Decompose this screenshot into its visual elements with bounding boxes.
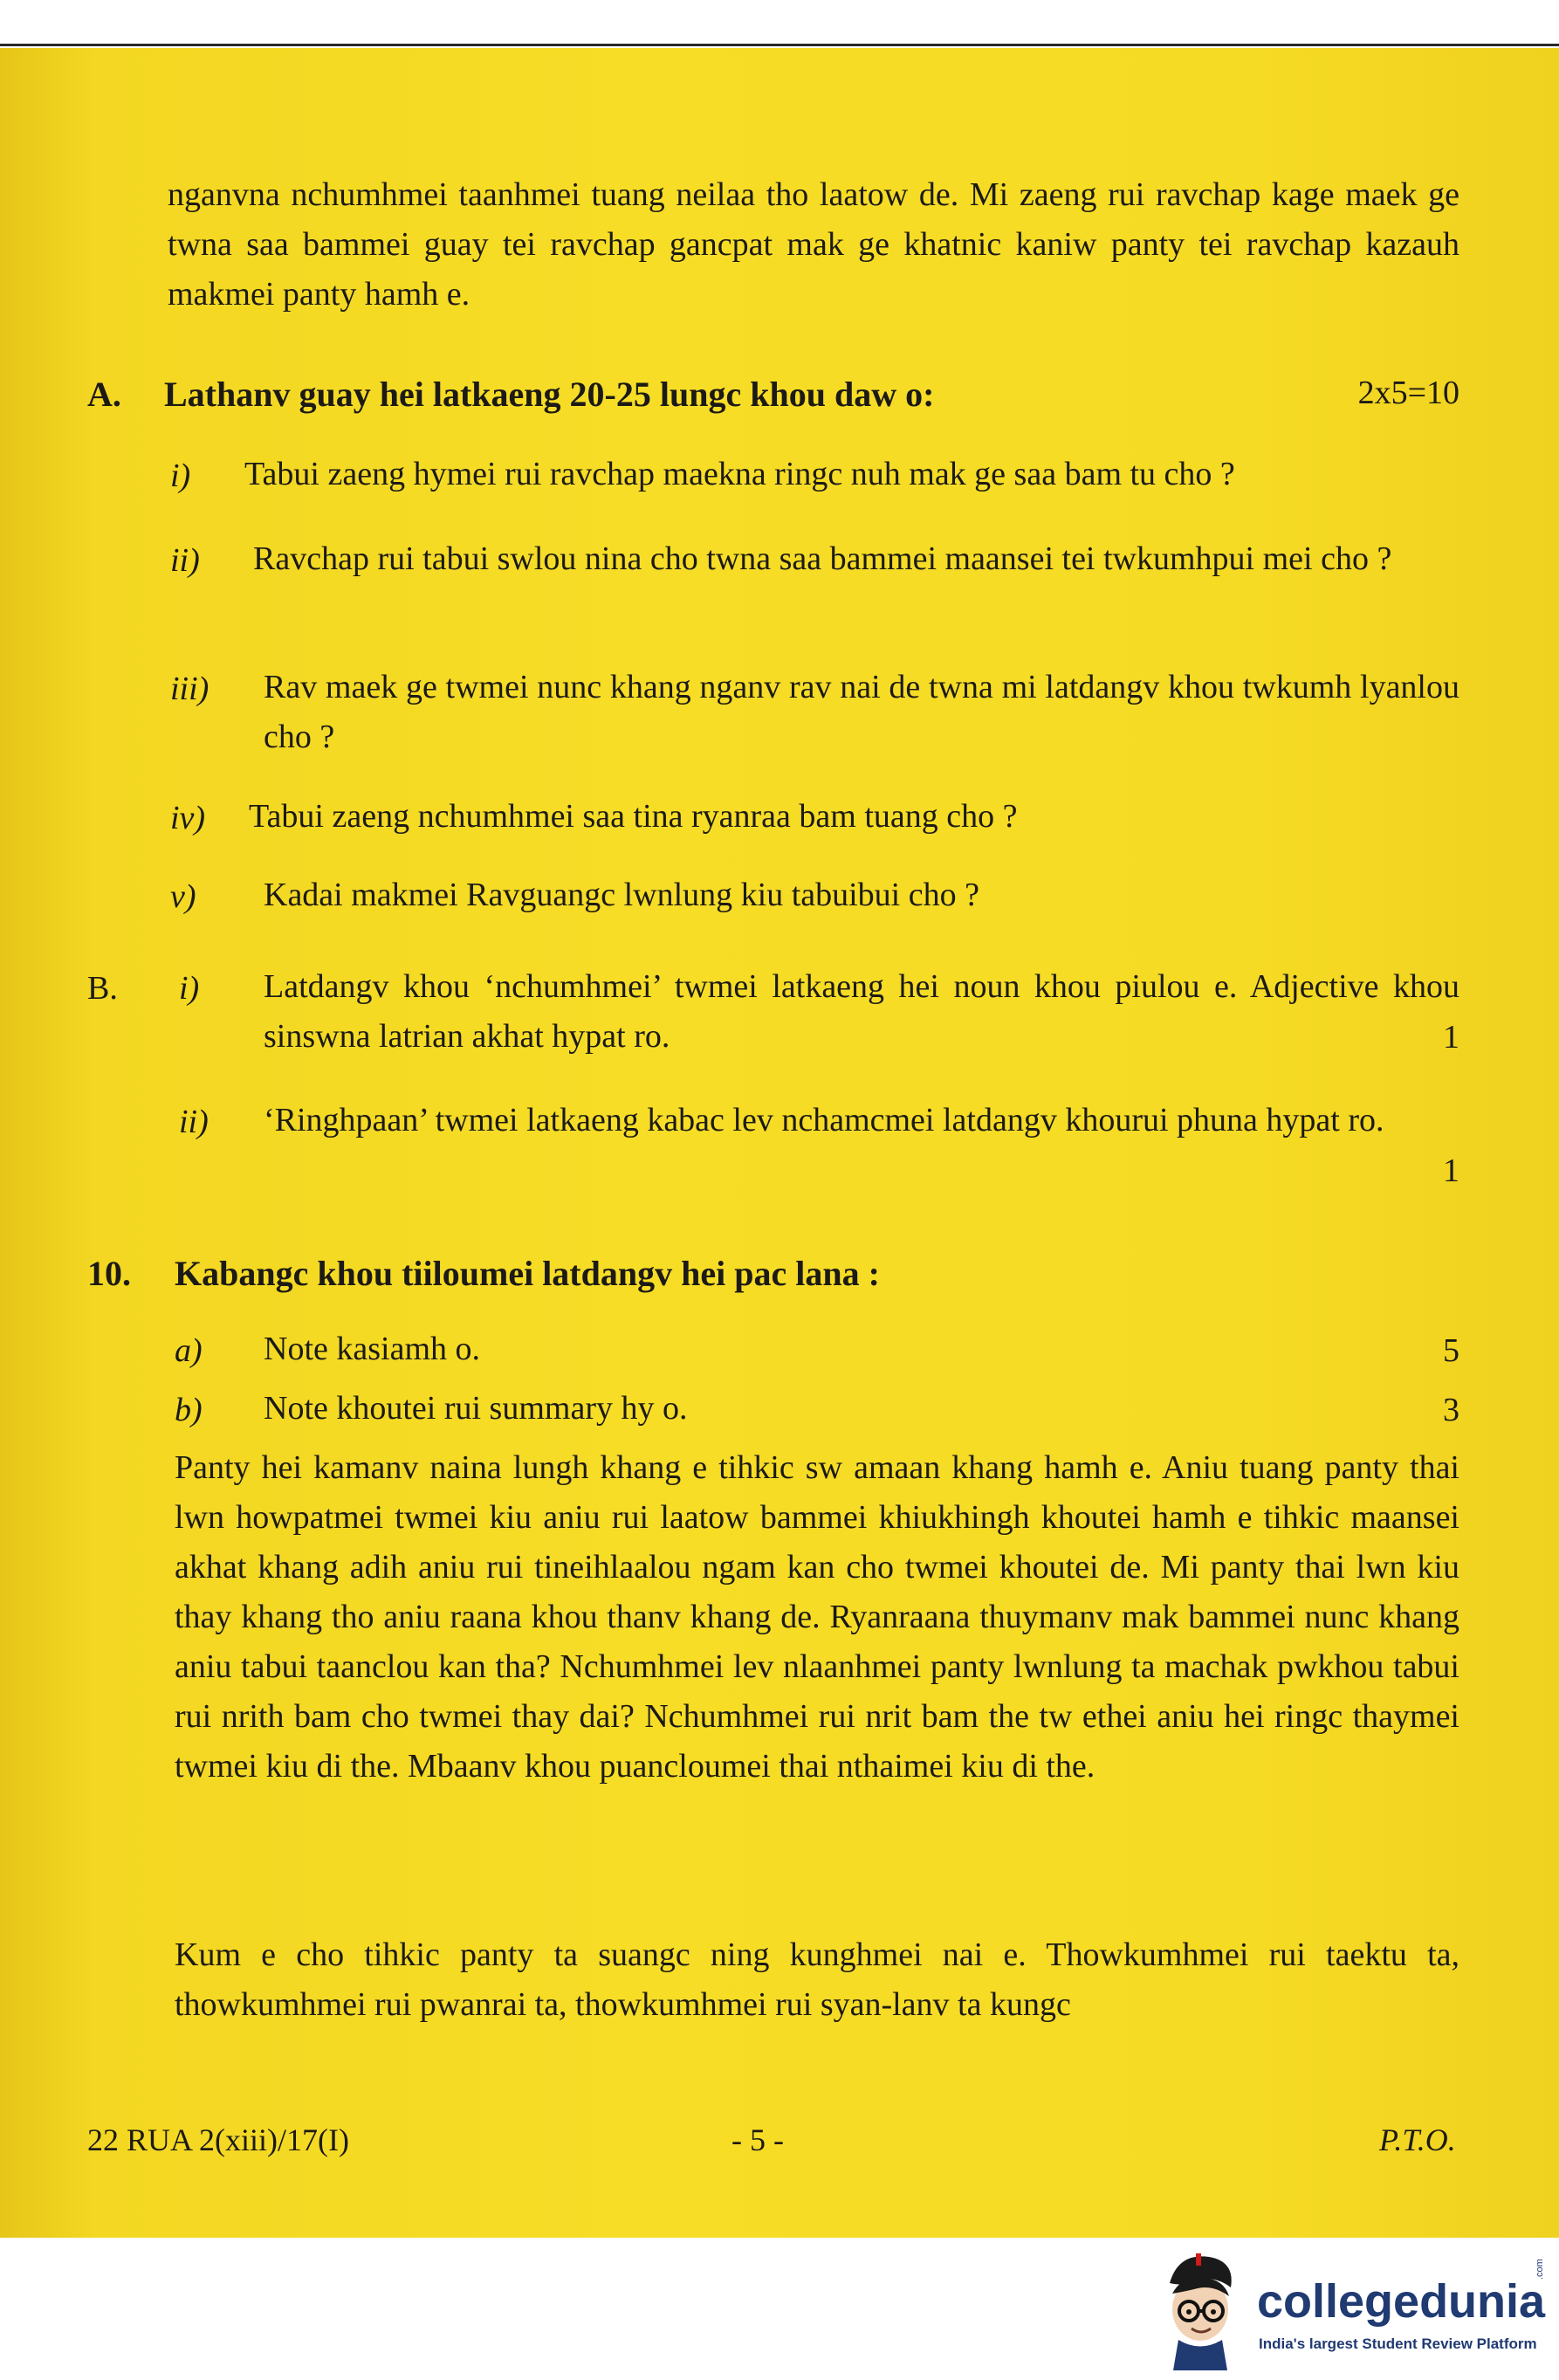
section-a-marks: 2x5=10 [1357,375,1459,411]
item-number: iv) [170,800,206,836]
item-number: i) [179,970,200,1007]
question-item: Latdangv khou ‘nchumhmei’ twmei latkaeng hei noun khou piulou e. Adjective khou sinswna latrian akhat hypat ro. [264,968,1459,1055]
passage-paragraph-2: Kum e cho tihkic panty ta suangc ning kunghmei nai e. Thowkumhmei rui taektu ta, thowkumhmei rui pwanrai ta, thowkumhmei rui syan-lanv ta kungc [175,1936,1459,2023]
brand-name: collegedunia [1257,2275,1546,2328]
question-10-title: Kabangc khou tiiloumei latdangv hei pac lana : [175,1254,880,1293]
question-item: Tabui zaeng hymei rui ravchap maekna ringc nuh mak ge saa bam tu cho ? [244,456,1235,492]
question-10-label: 10. [87,1254,131,1293]
question-item: Ravchap rui tabui swlou nina cho twna saa bammei maansei tei twkumhpui mei cho ? [253,540,1392,577]
question-item: Note khoutei rui summary hy o. [264,1390,688,1427]
item-number: a) [175,1332,203,1369]
brand-suffix: .com [1535,2259,1545,2280]
passage-paragraph-1: Panty hei kamanv naina lungh khang e tihkic sw amaan khang hamh e. Aniu tuang panty thai lwn howpatmei twmei kiu aniu rui laatow bammei khiukhingh khoutei hamh e tihkic maansei akhat khang adih aniu rui tineihlaalou ngam kan cho twmei khoutei de. Mi panty thai lwn kiu thay khang tho aniu raana khou thanv khang de. Ryanraana thuymanv mak bammei nunc khang aniu tabui taanclou kan tha? Nchumhmei lev nlaanhmei panty lwnlung ta machak pwkhou tabui rui nrith bam cho twmei thay dai? Nchumhmei rui nrit bam the tw ethei aniu hei ringc thaymei twmei kiu di the. Mbaanv khou puancloumei thai nthaimei kiu di the. [175,1449,1459,1785]
question-item: Tabui zaeng nchumhmei saa tina ryanraa bam tuang cho ? [249,798,1018,835]
question-item: Note kasiamh o. [264,1331,481,1367]
section-a-label: A. [87,375,121,414]
page-number: - 5 - [731,2122,784,2157]
item-number: v) [170,878,196,915]
item-marks: 1 [1443,1019,1459,1056]
item-number: b) [175,1392,203,1428]
item-marks: 3 [1443,1392,1459,1428]
question-item: Rav maek ge twmei nunc khang nganv rav nai de twna mi latdangv khou twkumh lyanlou cho ? [264,669,1459,755]
item-marks: 1 [1443,1152,1459,1189]
collegedunia-logo [1152,2248,1554,2370]
item-marks: 5 [1443,1332,1459,1369]
paper-code: 22 RUA 2(xiii)/17(I) [87,2122,349,2157]
brand-tagline: India's largest Student Review Platform [1259,2335,1537,2352]
mascot-icon [1152,2248,1248,2370]
item-number: i) [170,457,191,494]
item-number: ii) [170,542,200,579]
exam-page [0,48,1559,2238]
intro-paragraph: nganvna nchumhmei taanhmei tuang neilaa tho laatow de. Mi zaeng rui ravchap kage maek ge twna saa bammei guay tei ravchap gancpat mak ge khatnic kaniw panty tei ravchap kazauh makmei panty hamh e. [168,176,1459,313]
item-number: ii) [179,1104,209,1140]
item-number: iii) [170,671,209,707]
question-item: ‘Ringhpaan’ twmei latkaeng kabac lev nchamcmei latdangv khourui phuna hypat ro. [264,1102,1384,1138]
section-a-title: Lathanv guay hei latkaeng 20-25 lungc khou daw o: [164,375,935,414]
section-b-label: B. [87,970,118,1007]
scan-edge-line [0,44,1559,46]
question-item: Kadai makmei Ravguangc lwnlung kiu tabuibui cho ? [264,877,979,913]
pto-label: P.T.O. [1379,2122,1456,2157]
